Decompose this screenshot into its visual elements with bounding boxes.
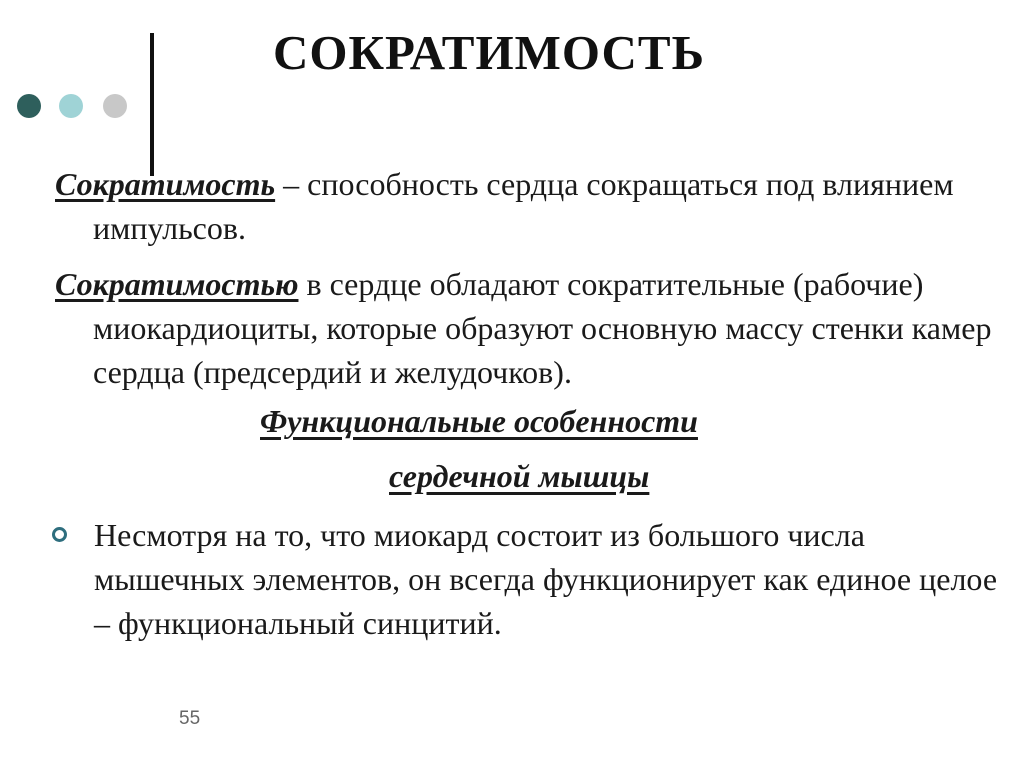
cells-paragraph <box>55 262 1024 394</box>
bullet-circle-icon <box>52 527 67 542</box>
decor-dot-dark <box>17 94 41 118</box>
definition-term: Сократимость <box>55 166 276 202</box>
title-divider-line <box>150 33 154 176</box>
subheading-line-2: сердечной мышцы <box>389 458 650 494</box>
cells-term: Сократимостью <box>55 266 299 302</box>
slide-title: СОКРАТИМОСТЬ <box>273 25 705 80</box>
subheading-line-1: Функциональные особенности <box>260 403 698 439</box>
cells-text: в сердце обладают сократительные (рабочие) миокардиоциты, которые образуют основную массу стенки камер сердца (предсердий и желудочков). <box>93 266 992 390</box>
definition-paragraph <box>55 162 1024 250</box>
bullet-text: Несмотря на то, что миокард состоит из большого числа мышечных элементов, он всегда функционирует как единое целое – функциональный синцитий. <box>94 517 998 641</box>
decor-dot-light <box>59 94 83 118</box>
page-number: 55 <box>179 708 201 729</box>
definition-text: – способность сердца сокращаться под влиянием импульсов. <box>93 166 954 246</box>
decor-dot-gray <box>103 94 127 118</box>
